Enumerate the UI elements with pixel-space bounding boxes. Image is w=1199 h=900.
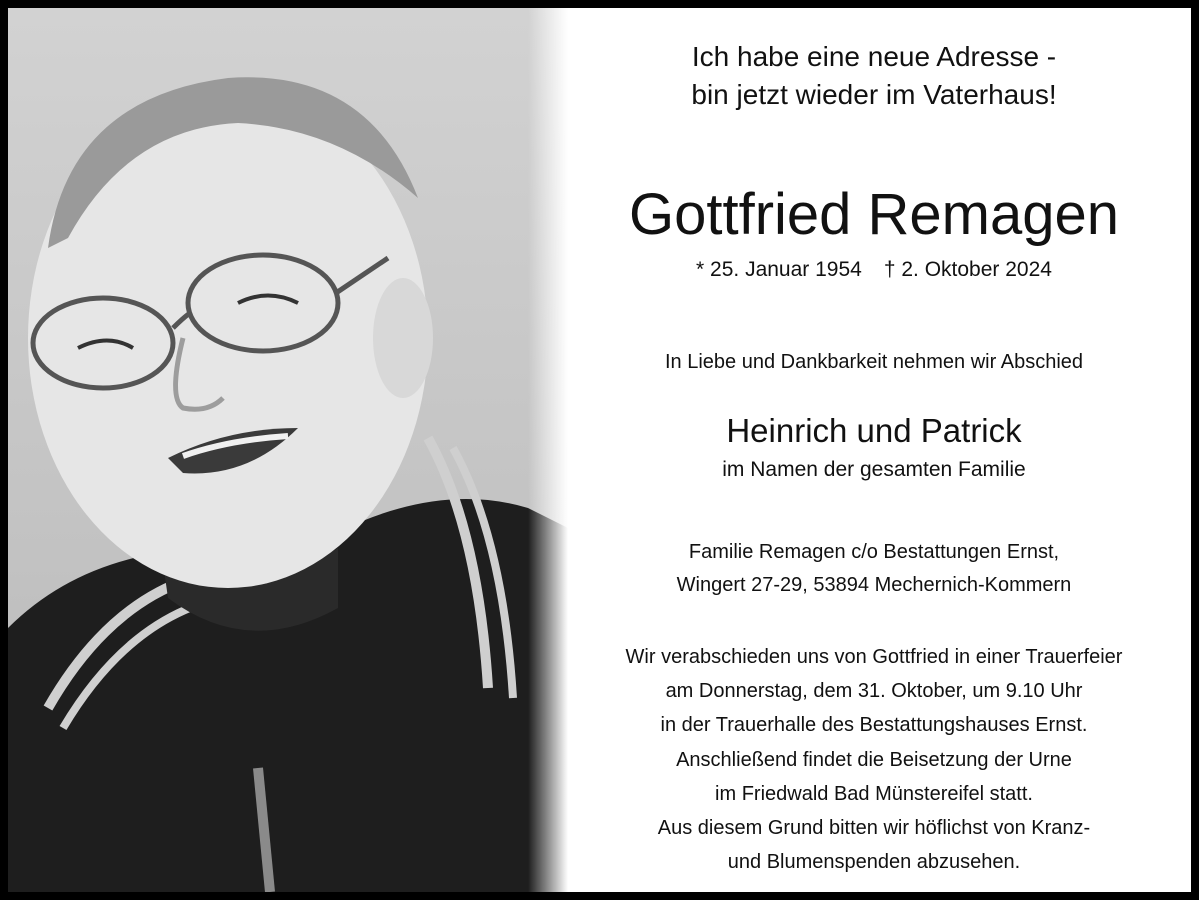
ceremony-line: Anschließend findet die Beisetzung der Urne	[676, 748, 1072, 771]
deceased-name: Gottfried Remagen	[628, 182, 1120, 247]
obituary-text	[564, 8, 1184, 892]
birth-date: * 25. Januar 1954	[696, 258, 862, 281]
on-behalf-line: im Namen der gesamten Familie	[722, 458, 1026, 481]
life-dates	[564, 256, 1184, 284]
ceremony-details	[564, 640, 1184, 879]
portrait-illustration	[8, 8, 568, 892]
farewell-intro: In Liebe und Dankbarkeit nehmen wir Abschied	[664, 351, 1084, 373]
address-line-1: Familie Remagen c/o Bestattungen Ernst,	[688, 541, 1060, 563]
ceremony-line: in der Trauerhalle des Bestattungshauses Ernst.	[660, 714, 1088, 737]
ceremony-line: Wir verabschieden uns von Gottfried in einer Trauerfeier	[625, 646, 1123, 668]
address-line-2: Wingert 27-29, 53894 Mechernich-Kommern	[676, 574, 1072, 596]
ceremony-line: und Blumenspenden abzusehen.	[727, 851, 1021, 874]
portrait-photo	[8, 8, 568, 892]
ceremony-line: am Donnerstag, dem 31. Oktober, um 9.10 Uhr	[665, 680, 1083, 703]
motto	[564, 38, 1184, 114]
death-date: † 2. Oktober 2024	[883, 258, 1052, 281]
ceremony-line: Aus diesem Grund bitten wir höflichst von Kranz-	[657, 817, 1091, 840]
photo-fade	[528, 8, 568, 892]
ceremony-line: im Friedwald Bad Münstereifel statt.	[715, 782, 1033, 805]
motto-line-2: bin jetzt wieder im Vaterhaus!	[691, 79, 1057, 110]
motto-line-1: Ich habe eine neue Adresse -	[691, 41, 1057, 72]
contact-address	[564, 536, 1184, 602]
mourners-names: Heinrich und Patrick	[726, 412, 1022, 449]
